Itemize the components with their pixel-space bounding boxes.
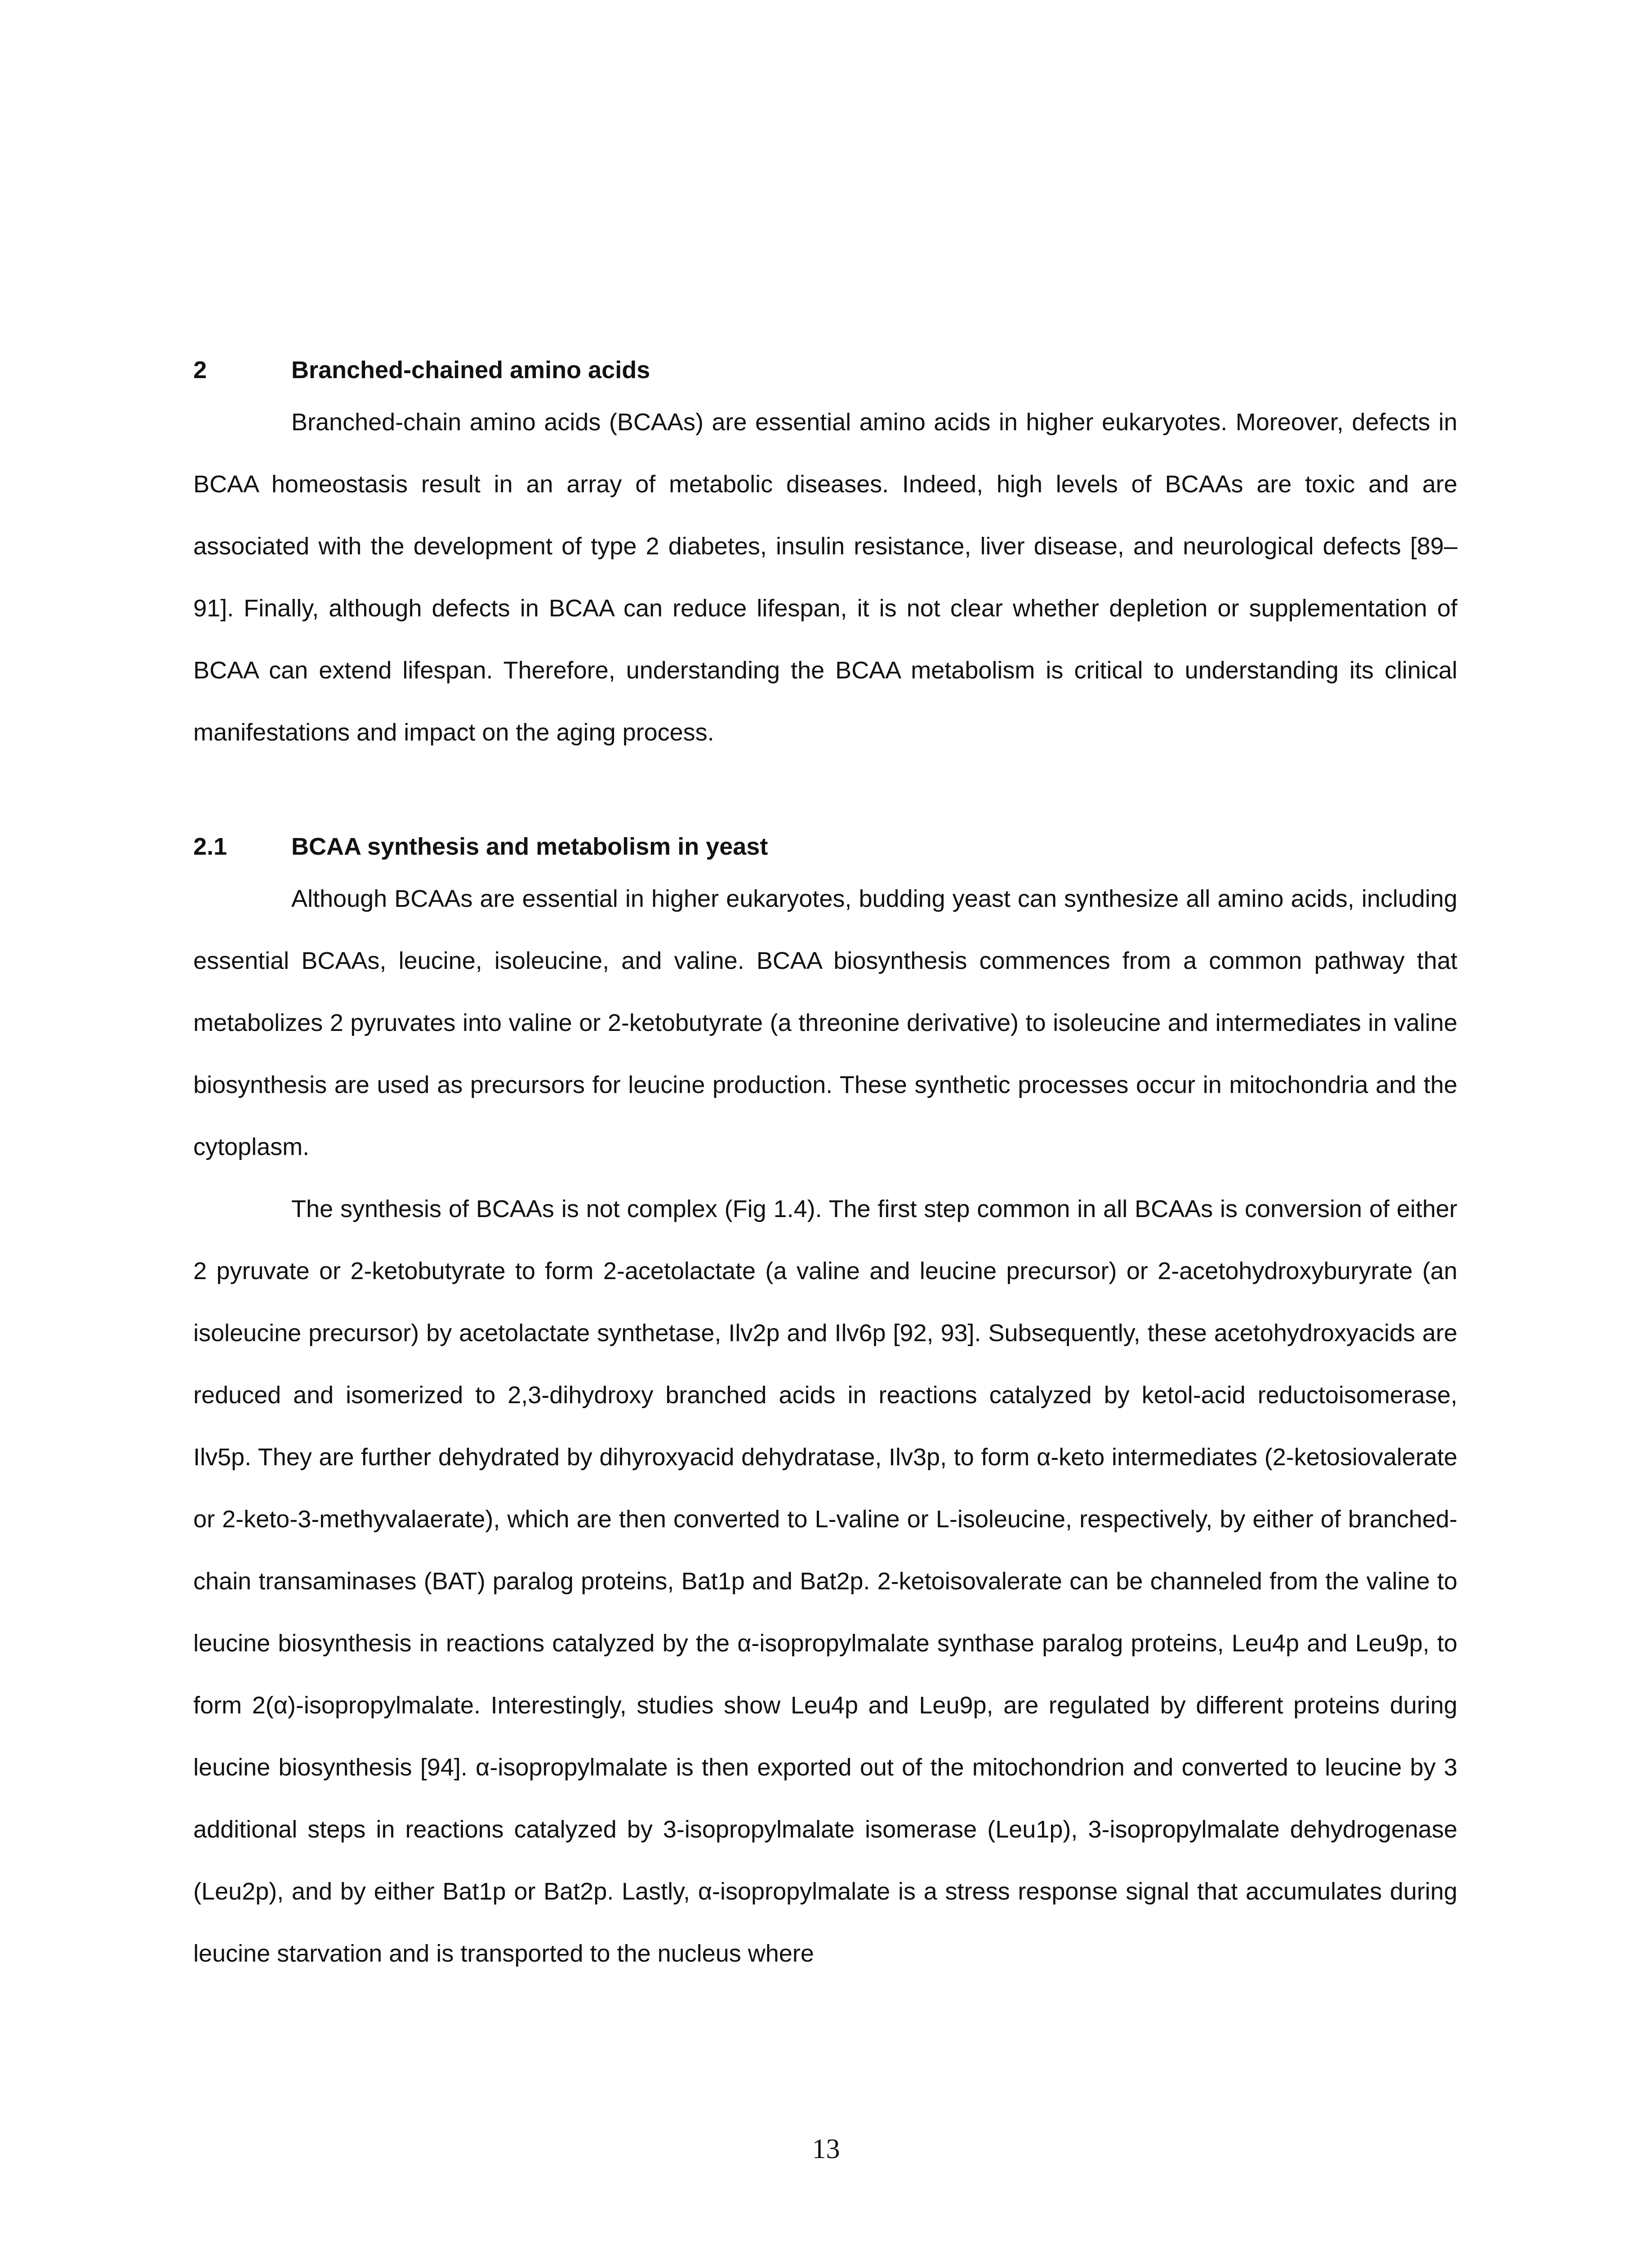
section-title: Branched-chained amino acids <box>291 357 650 384</box>
subsection-paragraph: Although BCAAs are essential in higher eukaryotes, budding yeast can synthesize all amino acids, including essential BCAAs, leucine, isoleucine, and valine. BCAA biosynthesis commences from a common pathway that metabolizes 2 pyruvates into valine or 2-ketobutyrate (a threonine derivative) to isoleucine and intermediates in valine biosynthesis are used as precursors for leucine production. These synthetic processes occur in mitochondria and the cytoplasm. <box>193 885 1457 1160</box>
subsection-title: BCAA synthesis and metabolism in yeast <box>291 833 768 860</box>
section-paragraph: Branched-chain amino acids (BCAAs) are essential amino acids in higher eukaryotes. Moreover, defects in BCAA homeostasis result in an array of metabolic diseases. Indeed, high levels of BCAAs are toxic and are associated with the development of type 2 diabetes, insulin resistance, liver disease, and neurological defects [89–91]. Finally, although defects in BCAA can reduce lifespan, it is not clear whether depletion or supplementation of BCAA can extend lifespan. Therefore, understanding the BCAA metabolism is critical to understanding its clinical manifestations and impact on the aging process. <box>193 409 1457 746</box>
subsection-paragraph: The synthesis of BCAAs is not complex (Fig 1.4). The first step common in all BCAAs is conversion of either 2 pyruvate or 2-ketobutyrate to form 2-acetolactate (a valine and leucine precursor) or 2-acetohydroxyburyrate (an isoleucine precursor) by acetolactate synthetase, Ilv2p and Ilv6p [92, 93]. Subsequently, these acetohydroxyacids are reduced and isomerized to 2,3-dihydroxy branched acids in reactions catalyzed by ketol-acid reductoisomerase, Ilv5p. They are further dehydrated by dihyroxyacid dehydratase, Ilv3p, to form α-keto intermediates (2-ketosiovalerate or 2-keto-3-methyvalaerate), which are then converted to L-valine or L-isoleucine, respectively, by either of branched-chain transaminases (BAT) paralog proteins, Bat1p and Bat2p. 2-ketoisovalerate can be channeled from the valine to leucine biosynthesis in reactions catalyzed by the α-isopropylmalate synthase paralog proteins, Leu4p and Leu9p, to form 2(α)-isopropylmalate. Interestingly, studies show Leu4p and Leu9p, are regulated by different proteins during leucine biosynthesis [94]. α-isopropylmalate is then exported out of the mitochondrion and converted to leucine by 3 additional steps in reactions catalyzed by 3-isopropylmalate isomerase (Leu1p), 3-isopropylmalate dehydrogenase (Leu2p), and by either Bat1p or Bat2p. Lastly, α-isopropylmalate is a stress response signal that accumulates during leucine starvation and is transported to the nucleus where <box>193 1195 1457 1967</box>
page-body <box>193 355 1457 1985</box>
page-number: 13 <box>812 2134 840 2164</box>
subsection-heading <box>193 832 1457 861</box>
subsection-number: 2.1 <box>193 833 227 860</box>
section-number: 2 <box>193 357 207 384</box>
section-heading <box>193 355 1457 385</box>
